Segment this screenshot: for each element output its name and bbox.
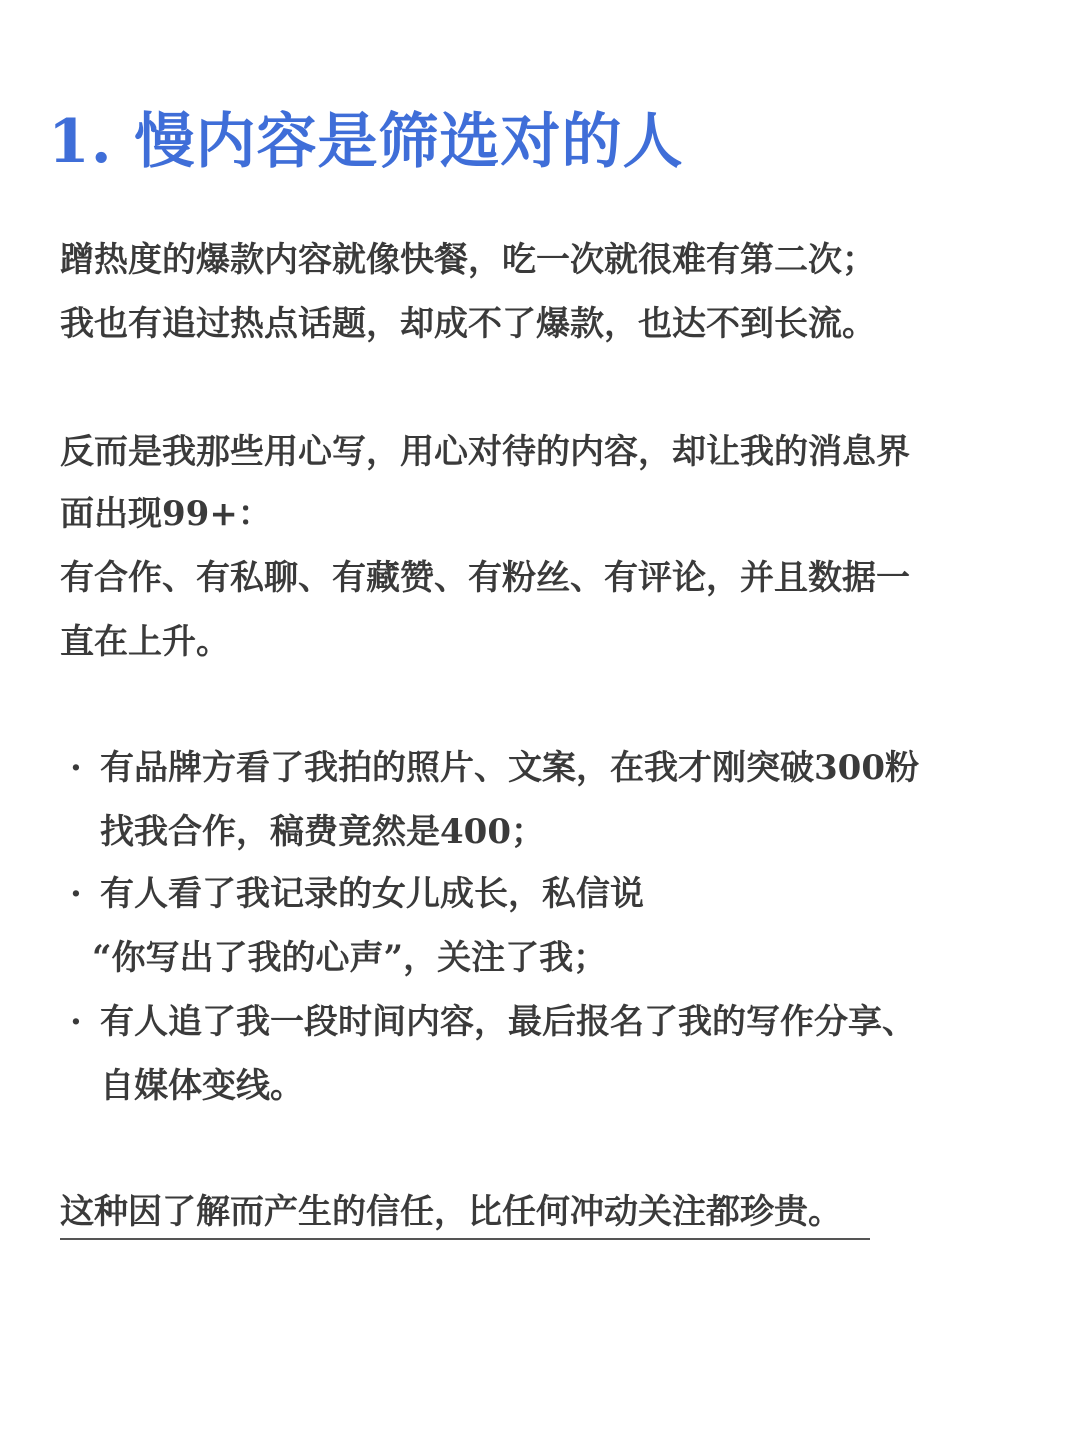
conclusion-underlined: 这种因了解而产生的信任，比任何冲动关注都珍贵。: [60, 1188, 870, 1240]
bullet-item-line: 有品牌方看了我拍的照片、文案，在我才刚突破300粉: [100, 748, 919, 788]
paragraph-line: 面出现99+：: [60, 494, 272, 534]
bullet-item-line: “你写出了我的心声”，关注了我；: [92, 938, 608, 978]
paragraph-line: 反而是我那些用心写，用心对待的内容，却让我的消息界: [60, 432, 910, 472]
bullet-marker: ·: [70, 1002, 82, 1042]
bullet-item-line: 自媒体变线。: [100, 1066, 304, 1106]
bullet-item-line: 有人看了我记录的女儿成长，私信说: [100, 874, 644, 914]
paragraph-line: 直在上升。: [60, 622, 230, 662]
bullet-item-line: 有人追了我一段时间内容，最后报名了我的写作分享、: [100, 1002, 916, 1042]
bullet-marker: ·: [70, 748, 82, 788]
bullet-marker: ·: [70, 874, 82, 914]
bullet-item-line: 找我合作，稿费竟然是400；: [100, 812, 545, 852]
paragraph-line: 有合作、有私聊、有藏赞、有粉丝、有评论，并且数据一: [60, 558, 910, 598]
section-title: 1. 慢内容是筛选对的人: [48, 107, 684, 177]
paragraph-line: 蹭热度的爆款内容就像快餐，吃一次就很难有第二次；: [60, 240, 876, 280]
paragraph-line: 我也有追过热点话题，却成不了爆款，也达不到长流。: [60, 304, 876, 344]
